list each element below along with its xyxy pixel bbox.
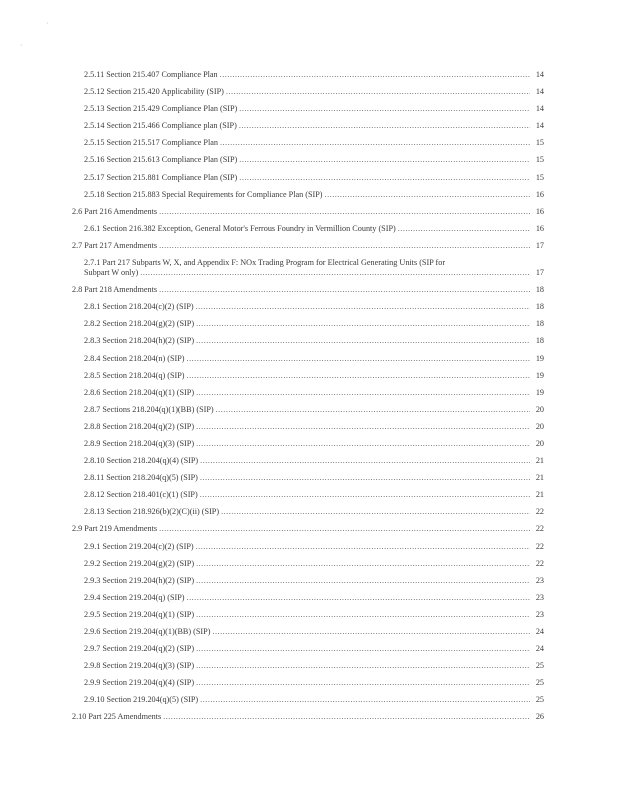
toc-entry-page-number: 18 (535, 302, 544, 312)
toc-entry-page-number: 20 (535, 421, 544, 431)
toc-entry[interactable] (84, 104, 544, 114)
toc-entry-page-number: 14 (535, 104, 544, 114)
toc-entry-page-number: 14 (535, 70, 544, 79)
toc-entry-page-number: 25 (535, 695, 544, 705)
toc-entry[interactable] (84, 627, 544, 637)
toc-entry[interactable] (72, 712, 544, 722)
toc-entry-page-number: 19 (535, 353, 544, 363)
toc-entry-page-number: 16 (535, 189, 544, 199)
toc-entry[interactable] (84, 559, 544, 569)
toc-entry-page-number: 15 (535, 155, 544, 165)
dot-leader (212, 627, 530, 637)
toc-entry[interactable] (84, 644, 544, 654)
toc-entry[interactable] (84, 507, 544, 517)
toc-entry[interactable] (72, 285, 544, 295)
toc-entry-title: 2.8.1 Section 218.204(c)(2) (SIP) (84, 302, 194, 312)
toc-entry[interactable] (84, 593, 544, 603)
dot-leader (216, 405, 530, 415)
toc-entry-title: 2.9.7 Section 219.204(q)(2) (SIP) (84, 644, 195, 654)
toc-entry-page-number: 24 (535, 644, 544, 654)
dot-leader (196, 319, 530, 329)
dot-leader (196, 678, 530, 688)
toc-entry[interactable] (84, 371, 544, 381)
dot-leader (187, 371, 530, 381)
toc-entry[interactable] (84, 70, 544, 80)
toc-entry[interactable] (84, 155, 544, 165)
toc-entry-title: 2.7.1 Part 217 Subparts W, X, and Appendix F: NOx Trading Program for Electrical Generating Units (SIP for (84, 258, 446, 268)
toc-entry-page-number: 21 (535, 473, 544, 483)
toc-entry-title: 2.5.11 Section 215.407 Compliance Plan (84, 70, 218, 79)
toc-entry[interactable] (84, 439, 544, 449)
toc-entry-page-number: 18 (535, 319, 544, 329)
toc-entry-title: 2.6.1 Section 216.382 Exception, General Motor's Ferrous Foundry in Vermillion County (SIP) (84, 223, 396, 233)
toc-entry-page-number: 23 (535, 592, 544, 602)
dot-leader (196, 422, 530, 432)
dot-leader (239, 121, 530, 131)
toc-entry[interactable] (84, 388, 544, 398)
toc-entry-title: 2.6 Part 216 Amendments (72, 206, 158, 216)
toc-entry-page-number: 17 (535, 268, 544, 278)
toc-entry-page-number: 25 (535, 678, 544, 688)
toc-entry-page-number: 19 (535, 370, 544, 380)
scan-speck: · (20, 41, 23, 50)
toc-entry-title: 2.5.17 Section 215.881 Compliance Plan (SIP) (84, 172, 238, 182)
toc-entry[interactable] (84, 173, 544, 183)
toc-entry-title: 2.9.6 Section 219.204(q)(1)(BB) (SIP) (84, 627, 211, 636)
toc-entry-page-number: 22 (535, 541, 544, 551)
toc-entry[interactable] (84, 319, 544, 329)
toc-entry-title: 2.5.14 Section 215.466 Compliance plan (SIP) (84, 121, 237, 131)
dot-leader (220, 70, 530, 80)
toc-entry[interactable] (84, 336, 544, 346)
toc-entry[interactable] (84, 258, 544, 278)
dot-leader (159, 524, 530, 534)
dot-leader (200, 490, 530, 500)
toc-entry-title: 2.9.9 Section 219.204(q)(4) (SIP) (84, 678, 195, 688)
dot-leader (159, 241, 530, 251)
dot-leader (159, 207, 530, 217)
toc-entry[interactable] (84, 302, 544, 312)
dot-leader (200, 473, 530, 483)
toc-entry-page-number: 21 (535, 490, 544, 500)
dot-leader (220, 138, 530, 148)
dot-leader (196, 644, 530, 654)
toc-entry-title: 2.9.5 Section 219.204(q)(1) (SIP) (84, 609, 195, 619)
toc-entry[interactable] (84, 354, 544, 364)
toc-entry-page-number: 23 (535, 609, 544, 619)
toc-entry[interactable] (84, 576, 544, 586)
toc-entry-title: 2.9.2 Section 219.204(g)(2) (SIP) (84, 558, 195, 568)
toc-entry-title: 2.8.11 Section 218.204(q)(5) (SIP) (84, 473, 198, 483)
toc-entry-page-number: 19 (535, 387, 544, 397)
toc-entry-page-number: 24 (535, 627, 544, 636)
toc-entry-title: 2.5.18 Section 215.883 Special Requirements for Compliance Plan (SIP) (84, 189, 323, 199)
toc-entry[interactable] (72, 524, 544, 534)
dot-leader (221, 507, 530, 517)
toc-entry-page-number: 15 (535, 138, 544, 148)
toc-entry[interactable] (84, 87, 544, 97)
toc-entry-page-number: 20 (535, 438, 544, 448)
toc-entry-title: 2.9 Part 219 Amendments (72, 524, 158, 534)
dot-leader (187, 354, 530, 364)
toc-entry-page-number: 22 (535, 558, 544, 568)
toc-entry[interactable] (84, 224, 544, 234)
toc-entry[interactable] (84, 490, 544, 500)
toc-entry-title: 2.8.4 Section 218.204(n) (SIP) (84, 353, 185, 363)
dot-leader (398, 224, 530, 234)
toc-entry-title: 2.8.6 Section 218.204(q)(1) (SIP) (84, 387, 195, 397)
toc-entry[interactable] (84, 678, 544, 688)
toc-entry-title: 2.9.1 Section 219.204(c)(2) (SIP) (84, 541, 194, 551)
toc-entry[interactable] (84, 422, 544, 432)
dot-leader (196, 388, 530, 398)
toc-entry-title: 2.8.9 Section 218.204(q)(3) (SIP) (84, 438, 195, 448)
toc-entry-page-number: 26 (535, 712, 544, 722)
toc-entry-title: 2.8 Part 218 Amendments (72, 285, 158, 295)
dot-leader (325, 190, 530, 200)
toc-entry-page-number: 16 (535, 223, 544, 233)
toc-entry-title: 2.5.13 Section 215.429 Compliance Plan (SIP) (84, 104, 238, 114)
dot-leader (196, 439, 530, 449)
toc-entry-page-number: 14 (535, 87, 544, 97)
dot-leader (163, 712, 530, 722)
dot-leader (159, 285, 530, 295)
dot-leader (196, 336, 530, 346)
toc-entry[interactable] (72, 207, 544, 217)
toc-entry-title: 2.5.12 Section 215.420 Applicability (SIP) (84, 87, 224, 97)
toc-entry[interactable] (84, 661, 544, 671)
dot-leader (226, 87, 530, 97)
dot-leader (239, 173, 530, 183)
toc-entry-title: 2.7 Part 217 Amendments (72, 240, 158, 250)
dot-leader (200, 456, 530, 466)
toc-entry[interactable] (84, 405, 544, 415)
toc-entry-title: 2.9.8 Section 219.204(q)(3) (SIP) (84, 661, 195, 671)
toc-entry-title: 2.10 Part 225 Amendments (72, 712, 162, 722)
toc-entry[interactable] (84, 456, 544, 466)
dot-leader (196, 302, 530, 312)
toc-entry-page-number: 15 (535, 172, 544, 182)
toc-entry-page-number: 17 (535, 240, 544, 250)
toc-entry-page-number: 22 (535, 507, 544, 517)
toc-entry[interactable] (84, 695, 544, 705)
toc-entry-page-number: 23 (535, 575, 544, 585)
toc-entry-title: 2.9.3 Section 219.204(h)(2) (SIP) (84, 575, 195, 585)
toc-entry-page-number: 20 (535, 404, 544, 414)
toc-entry-title: 2.5.16 Section 215.613 Compliance Plan (SIP) (84, 155, 238, 165)
table-of-contents (72, 70, 544, 730)
toc-entry-page-number: 22 (535, 524, 544, 534)
toc-entry-title: 2.8.13 Section 218.926(b)(2)(C)(ii) (SIP) (84, 507, 220, 517)
toc-entry-title: 2.8.10 Section 218.204(q)(4) (SIP) (84, 456, 199, 466)
toc-entry[interactable] (84, 542, 544, 552)
toc-entry-title: 2.9.10 Section 219.204(q)(5) (SIP) (84, 695, 199, 705)
toc-entry-title: 2.8.3 Section 218.204(h)(2) (SIP) (84, 336, 195, 346)
toc-entry-title: 2.5.15 Section 215.517 Compliance Plan (84, 138, 218, 148)
dot-leader (196, 542, 530, 552)
toc-entry-title: 2.9.4 Section 219.204(q) (SIP) (84, 592, 185, 602)
dot-leader (187, 593, 530, 603)
dot-leader (239, 104, 530, 114)
toc-entry[interactable] (84, 121, 544, 131)
dot-leader (196, 661, 530, 671)
toc-entry-page-number: 16 (535, 206, 544, 216)
dot-leader (196, 610, 530, 620)
toc-entry[interactable] (84, 473, 544, 483)
dot-leader (200, 695, 530, 705)
toc-entry-page-number: 18 (535, 336, 544, 346)
toc-entry-page-number: 18 (535, 285, 544, 295)
toc-entry-page-number: 14 (535, 121, 544, 131)
toc-entry-title: 2.8.2 Section 218.204(g)(2) (SIP) (84, 319, 195, 329)
dot-leader (140, 268, 530, 278)
dot-leader (239, 155, 530, 165)
toc-entry-page-number: 21 (535, 456, 544, 466)
dot-leader (196, 559, 530, 569)
toc-entry[interactable] (84, 610, 544, 620)
toc-entry-title: 2.8.5 Section 218.204(q) (SIP) (84, 370, 185, 380)
toc-entry[interactable] (84, 138, 544, 148)
toc-entry[interactable] (84, 190, 544, 200)
toc-entry-title-continued: Subpart W only) (84, 268, 139, 278)
dot-leader (196, 576, 530, 586)
toc-entry[interactable] (72, 241, 544, 251)
toc-entry-page-number: 25 (535, 661, 544, 671)
toc-entry-title: 2.8.7 Sections 218.204(q)(1)(BB) (SIP) (84, 404, 214, 414)
toc-entry-title: 2.8.8 Section 218.204(q)(2) (SIP) (84, 421, 195, 431)
toc-entry-title: 2.8.12 Section 218.401(c)(1) (SIP) (84, 490, 198, 500)
scan-speck: · (46, 19, 49, 28)
